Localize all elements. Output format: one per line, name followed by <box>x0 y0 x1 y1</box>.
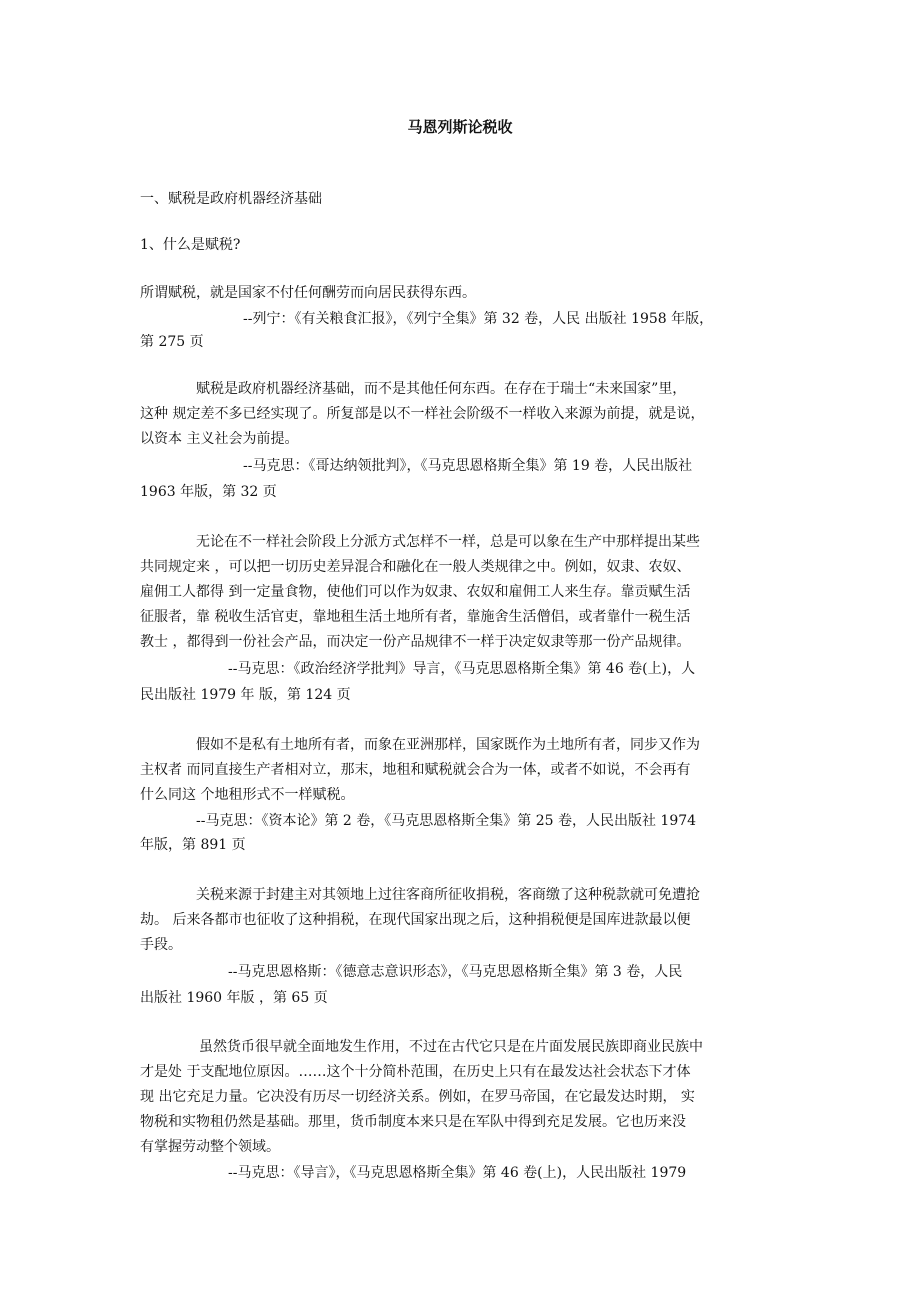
citation-line: 出版社 1960 年版 ，第 65 页 <box>140 990 328 1006</box>
paragraph-line: 手段。 <box>140 937 182 953</box>
paragraph-line: 雇佣工人都得 到一定量食物，使他们可以作为奴隶、农奴和雇佣工人来生存。靠贡赋生活 <box>140 584 691 600</box>
paragraph-line: 共同规定来 ，可以把一切历史差异混合和融化在一般人类规律之中。例如，奴隶、农奴、 <box>140 559 691 575</box>
document-title: 马恩列斯论税收 <box>407 118 513 136</box>
citation-line: --马克思：《导言》，《马克思恩格斯全集》第 46 卷(上)，人民出版社 1979 <box>228 1165 687 1181</box>
citation-line: 民出版社 1979 年 版，第 124 页 <box>140 687 351 703</box>
paragraph-line: 虽然货币很早就全面地发生作用，不过在古代它只是在片面发展民族即商业民族中 <box>199 1039 703 1055</box>
paragraph-line: 主权者 而同直接生产者相对立，那末，地租和赋税就会合为一体，或者不如说，不会再有 <box>140 762 691 778</box>
citation-line: --马克思：《资本论》第 2 卷，《马克思恩格斯全集》第 25 卷，人民出版社 1974 <box>196 813 697 829</box>
citation-line: --列宁：《有关粮食汇报》，《列宁全集》第 32 卷，人民 出版社 1958 年版， <box>243 311 714 327</box>
paragraph-line: 教士 ，都得到一份社会产品，而决定一份产品规律不一样于决定奴隶等那一份产品规律。 <box>140 634 691 650</box>
paragraph-line: 无论在不一样社会阶段上分派方式怎样不一样，总是可以象在生产中那样提出某些 <box>196 534 700 550</box>
citation-line: 1963 年版，第 32 页 <box>140 484 277 500</box>
paragraph-line: 假如不是私有土地所有者，而象在亚洲那样，国家既作为土地所有者，同步又作为 <box>196 737 700 753</box>
paragraph-line: 现 出它充足力量。它决没有历尽一切经济关系。例如，在罗马帝国，在它最发达时期， 实 <box>140 1089 695 1105</box>
citation-line: 第 275 页 <box>140 334 204 350</box>
citation-line: --马克思：《哥达纳领批判》，《马克思恩格斯全集》第 19 卷，人民出版社 <box>243 458 693 474</box>
citation-line: 年版，第 891 页 <box>140 837 246 853</box>
paragraph-line: 什么同这 个地租形式不一样赋税。 <box>140 787 355 803</box>
paragraph-line: 关税来源于封建主对其领地上过往客商所征收捐税，客商缴了这种税款就可免遭抢 <box>196 887 700 903</box>
paragraph-line: 物税和实物租仍然是基础。那里，货币制度本来只是在军队中得到充足发展。它也历来没 <box>140 1114 686 1130</box>
paragraph-line: 赋税是政府机器经济基础，而不是其他任何东西。在存在于瑞士“未来国家”里， <box>196 381 687 397</box>
paragraph-line: 才是处 于支配地位原因。……这个十分简朴范围，在历史上只有在最发达社会状态下才体 <box>140 1064 691 1080</box>
citation-line: --马克思：《政治经济学批判》导言，《马克思恩格斯全集》第 46 卷(上)，人 <box>228 661 696 677</box>
paragraph-line: 这种 规定差不多已经实现了。所复部是以不一样社会阶级不一样收入来源为前提，就是说， <box>140 406 705 422</box>
paragraph-line: 劫。 后来各都市也征收了这种捐税，在现代国家出现之后，这种捐税便是国库进款最以便 <box>140 912 691 928</box>
paragraph-line: 以资本 主义社会为前提。 <box>140 431 299 447</box>
subsection-heading: 1、什么是赋税? <box>140 237 241 253</box>
paragraph-line: 有掌握劳动整个领域。 <box>140 1139 280 1155</box>
paragraph-line: 所谓赋税，就是国家不付任何酬劳而向居民获得东西。 <box>140 285 476 301</box>
section-heading: 一、赋税是政府机器经济基础 <box>140 191 322 207</box>
paragraph-line: 征服者，靠 税收生活官吏，靠地租生活土地所有者，靠施舍生活僧侣，或者靠什一税生活 <box>140 609 691 625</box>
citation-line: --马克思恩格斯：《德意志意识形态》，《马克思恩格斯全集》第 3 卷，人民 <box>228 964 683 980</box>
